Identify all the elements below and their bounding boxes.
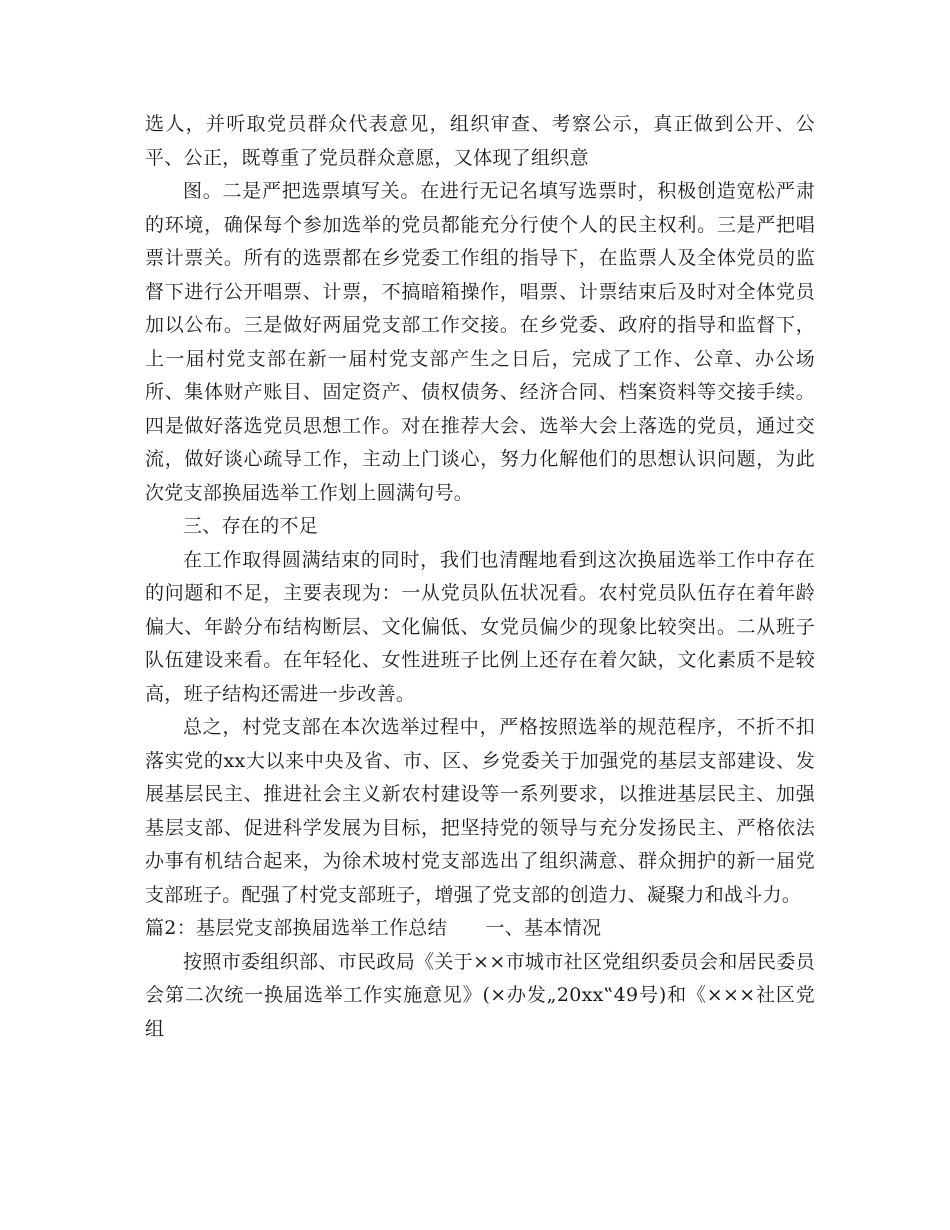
paragraph-continuation: 选人，并听取党员群众代表意见，组织审查、考察公示，真正做到公开、公平、公正，既尊重了党员群众意愿，又体现了组织意 [145, 113, 815, 169]
paragraph-conclusion: 总之，村党支部在本次选举过程中，严格按照选举的规范程序，不折不扣落实党的xx大以来中央及省、市、区、乡党委关于加强党的基层支部建设、发展基层民主、推进社会主义新农村建设等一系列要求，以推进基层民主、加强基层支部、促进科学发展为目标，把坚持党的领导与充分发扬民主、严格依法办事有机结合起来，为徐术坡村党支部选出了组织满意、群众拥护的新一届党支部班子。配强了村党支部班子，增强了党支部的创造力、凝聚力和战斗力。 [145, 716, 815, 906]
paragraph-shortcomings: 在工作取得圆满结束的同时，我们也清醒地看到这次换届选举工作中存在的问题和不足，主要表现为：一从党员队伍状况看。农村党员队伍存在着年龄偏大、年龄分布结构断层、文化偏低、女党员偏少的现象比较突出。二从班子队伍建设来看。在年轻化、女性进班子比例上还存在着欠缺，文化素质不是较高，班子结构还需进一步改善。 [145, 548, 815, 705]
paragraph-basic-situation: 按照市委组织部、市民政局《关于××市城市社区党组织委员会和居民委员会第二次统一换届选举工作实施意见》(×办发„20xx‟49号)和《×××社区党组 [145, 950, 815, 1040]
paragraph-voting-process: 图。二是严把选票填写关。在进行无记名填写选票时，积极创造宽松严肃的环境，确保每个参加选举的党员都能充分行使个人的民主权利。三是严把唱票计票关。所有的选票都在乡党委工作组的指导下，在监票人及全体党员的监督下进行公开唱票、计票，不搞暗箱操作，唱票、计票结束后及时对全体党员加以公布。三是做好两届党支部工作交接。在乡党委、政府的指导和监督下，上一届村党支部在新一届村党支部产生之日后，完成了工作、公章、办公场所、集体财产账目、固定资产、债权债务、经济合同、档案资料等交接手续。四是做好落选党员思想工作。对在推荐大会、选举大会上落选的党员，通过交流，做好谈心疏导工作，主动上门谈心，努力化解他们的思想认识问题，为此次党支部换届选举工作划上圆满句号。 [145, 180, 815, 504]
section-heading-shortcomings: 三、存在的不足 [183, 515, 319, 537]
article-2-title: 篇2：基层党支部换届选举工作总结 一、基本情况 [145, 917, 602, 939]
document-body [145, 108, 815, 1046]
